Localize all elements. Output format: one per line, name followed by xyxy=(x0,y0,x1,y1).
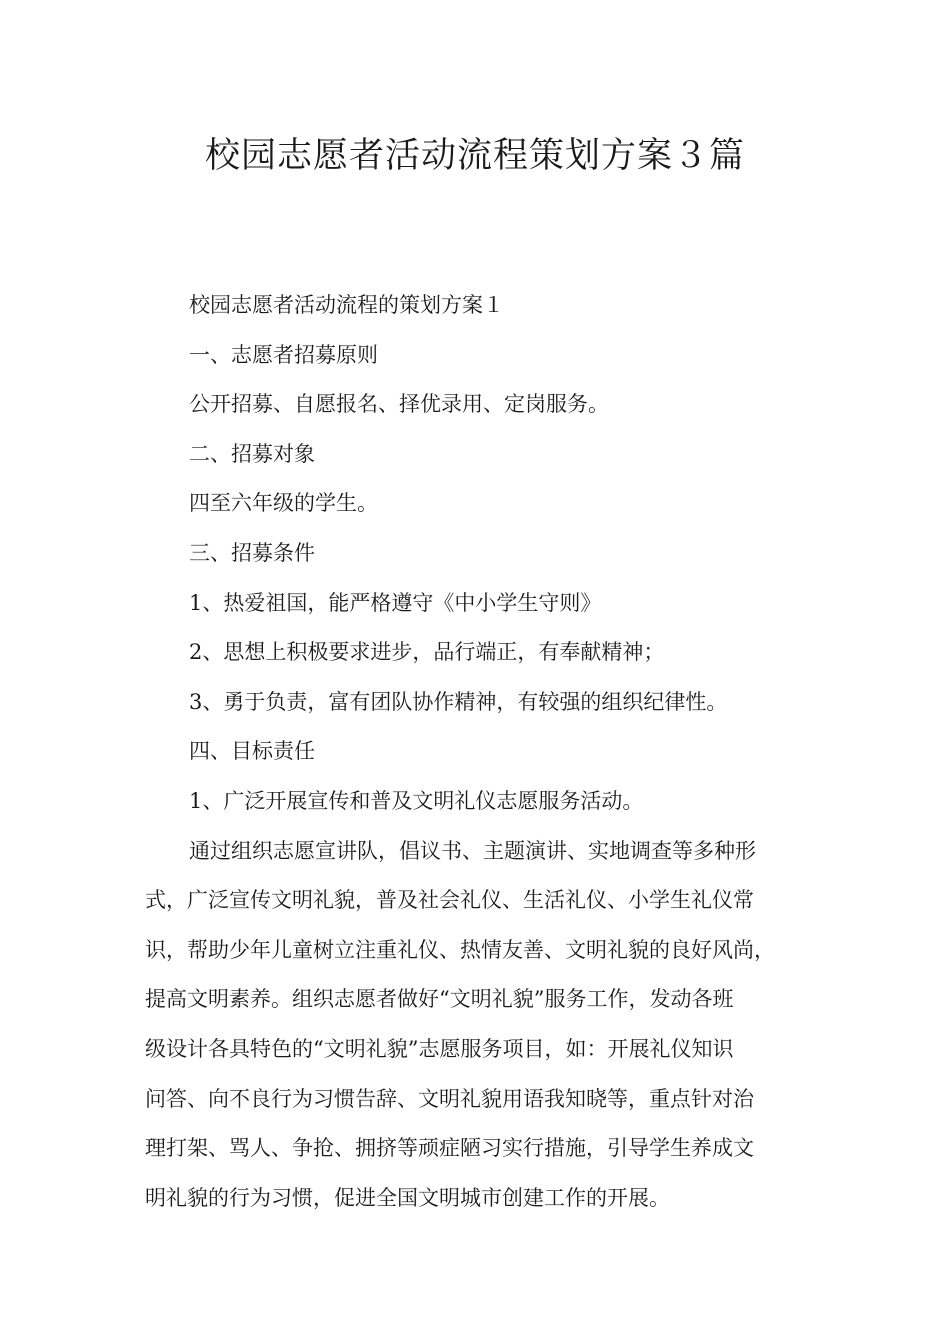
paragraph-line: 公开招募、自愿报名、择优录用、定岗服务。 xyxy=(189,392,609,417)
paragraph-line: 式，广泛宣传文明礼貌，普及社会礼仪、生活礼仪、小学生礼仪常 xyxy=(145,888,754,913)
list-item: 1、热爱祖国，能严格遵守《中小学生守则》 xyxy=(189,590,602,615)
subsection-heading: 四、目标责任 xyxy=(189,739,315,764)
subsection-heading: 一、志愿者招募原则 xyxy=(189,342,378,367)
section-heading: 校园志愿者活动流程的策划方案１ xyxy=(189,293,504,317)
document-title: 校园志愿者活动流程策划方案３篇 xyxy=(204,136,745,176)
subsection-heading: 二、招募对象 xyxy=(189,441,315,466)
paragraph-line: 四至六年级的学生。 xyxy=(189,491,378,516)
list-item: 1、广泛开展宣传和普及文明礼仪志愿服务活动。 xyxy=(189,788,644,813)
paragraph-line: 识，帮助少年儿童树立注重礼仪、热情友善、文明礼貌的良好风尚， xyxy=(145,937,775,962)
document-body xyxy=(145,281,805,1223)
paragraph-line: 明礼貌的行为习惯，促进全国文明城市创建工作的开展。 xyxy=(145,1185,670,1210)
list-item: 3、勇于负责，富有团队协作精神，有较强的组织纪律性。 xyxy=(189,689,728,714)
paragraph-line: 通过组织志愿宣讲队，倡议书、主题演讲、实地调查等多种形 xyxy=(189,838,756,863)
paragraph-line: 级设计各具特色的“文明礼貌”志愿服务项目，如：开展礼仪知识 xyxy=(145,1036,734,1061)
list-item: 2、思想上积极要求进步，品行端正，有奉献精神； xyxy=(189,640,665,665)
paragraph-line: 问答、向不良行为习惯告辞、文明礼貌用语我知晓等，重点针对治 xyxy=(145,1086,754,1111)
subsection-heading: 三、招募条件 xyxy=(189,540,315,565)
paragraph-line: 提高文明素养。组织志愿者做好“文明礼貌”服务工作，发动各班 xyxy=(145,987,734,1012)
paragraph-line: 理打架、骂人、争抢、拥挤等顽症陋习实行措施，引导学生养成文 xyxy=(145,1136,754,1161)
